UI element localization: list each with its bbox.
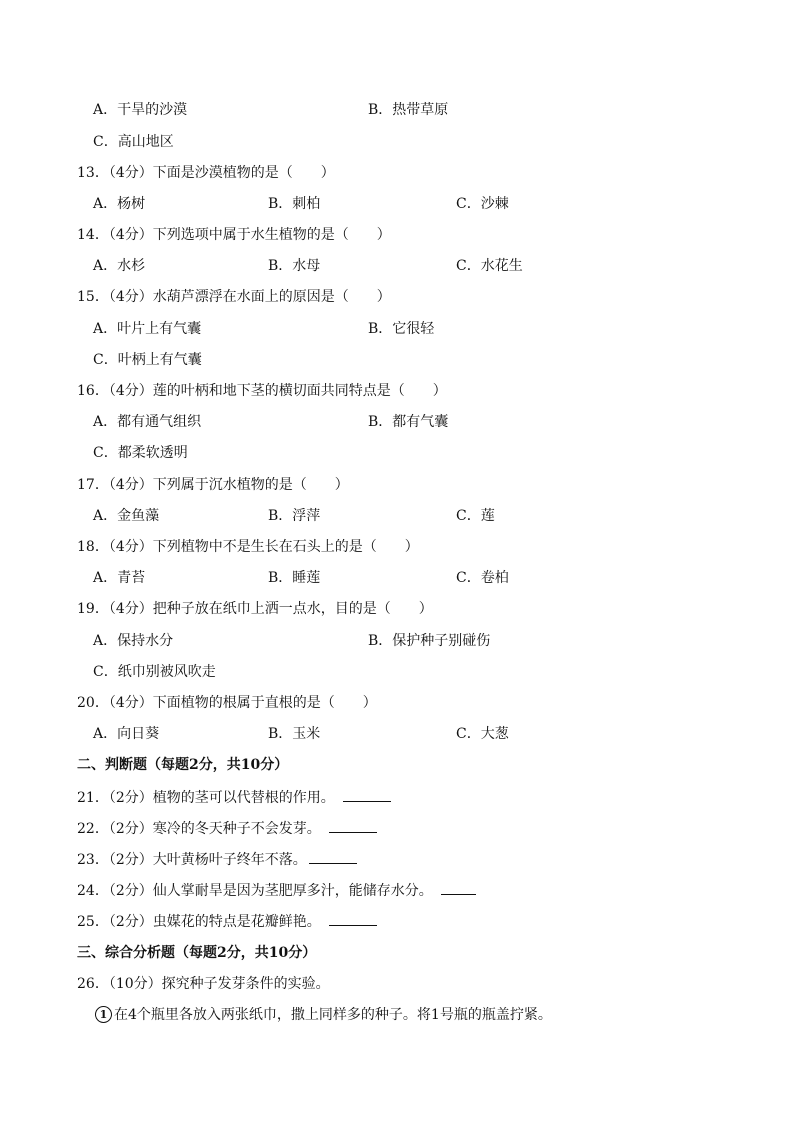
section2-heading: 二、判断题（每题2分，共10分） [77, 757, 289, 773]
q12-option-b: B．热带草原 [368, 102, 449, 118]
q26-step1 [95, 1006, 552, 1024]
q22-text: 22．（2分）寒冷的冬天种子不会发芽。 [77, 821, 321, 837]
q22-line [77, 819, 377, 838]
q19-option-a: A．保持水分 [93, 633, 174, 649]
q23-text: 23．（2分）大叶黄杨叶子终年不落。 [77, 852, 307, 868]
q19-stem: 19．（4分）把种子放在纸巾上洒一点水，目的是（ ） [77, 601, 433, 617]
q14-option-b: B．水母 [268, 258, 321, 274]
q18-stem: 18．（4分）下列植物中不是生长在石头上的是（ ） [77, 539, 419, 555]
q15-option-a: A．叶片上有气囊 [93, 321, 202, 337]
q12-option-c: C．高山地区 [93, 134, 174, 150]
step-number-circle: 1 [95, 1006, 112, 1023]
q12-option-a: A．干旱的沙漠 [93, 102, 188, 118]
q17-option-a: A．金鱼藻 [93, 508, 160, 524]
q13-stem: 13．（4分）下面是沙漠植物的是（ ） [77, 165, 335, 181]
q24-text: 24．（2分）仙人掌耐旱是因为茎肥厚多汁，能储存水分。 [77, 883, 433, 899]
q13-option-c: C．沙棘 [456, 196, 509, 212]
q17-option-b: B．浮萍 [268, 508, 321, 524]
q16-stem: 16．（4分）莲的叶柄和地下茎的横切面共同特点是（ ） [77, 383, 447, 399]
q23-line [77, 850, 357, 869]
q20-option-b: B．玉米 [268, 726, 321, 742]
q22-answer-blank[interactable] [329, 819, 377, 833]
q24-line [77, 881, 476, 900]
q19-option-b: B．保护种子别碰伤 [368, 633, 491, 649]
q25-text: 25．（2分）虫媒花的特点是花瓣鲜艳。 [77, 914, 321, 930]
q16-option-c: C．都柔软透明 [93, 445, 188, 461]
q18-option-b: B．睡莲 [268, 570, 321, 586]
q25-answer-blank[interactable] [329, 912, 377, 926]
q21-text: 21．（2分）植物的茎可以代替根的作用。 [77, 790, 335, 806]
q24-answer-blank[interactable] [441, 881, 476, 895]
q17-stem: 17．（4分）下列属于沉水植物的是（ ） [77, 477, 349, 493]
q18-option-c: C．卷柏 [456, 570, 509, 586]
section3-heading: 三、综合分析题（每题2分，共10分） [77, 945, 317, 961]
q15-option-c: C．叶柄上有气囊 [93, 352, 202, 368]
q14-option-c: C．水花生 [456, 258, 523, 274]
q13-option-b: B．刺柏 [268, 196, 321, 212]
q26-step1-text: 在4个瓶里各放入两张纸巾，撒上同样多的种子。将1号瓶的瓶盖拧紧。 [114, 1007, 552, 1023]
q26-stem: 26．（10分）探究种子发芽条件的实验。 [77, 976, 330, 992]
q25-line [77, 912, 377, 931]
q13-option-a: A．杨树 [93, 196, 146, 212]
q20-stem: 20．（4分）下面植物的根属于直根的是（ ） [77, 695, 377, 711]
q15-option-b: B．它很轻 [368, 321, 435, 337]
q18-option-a: A．青苔 [93, 570, 146, 586]
q16-option-a: A．都有通气组织 [93, 414, 202, 430]
q20-option-a: A．向日葵 [93, 726, 160, 742]
q21-answer-blank[interactable] [343, 788, 391, 802]
q15-stem: 15．（4分）水葫芦漂浮在水面上的原因是（ ） [77, 289, 391, 305]
q21-line [77, 788, 391, 807]
q14-stem: 14．（4分）下列选项中属于水生植物的是（ ） [77, 227, 391, 243]
q23-answer-blank[interactable] [309, 850, 357, 864]
q14-option-a: A．水杉 [93, 258, 146, 274]
q19-option-c: C．纸巾别被风吹走 [93, 664, 216, 680]
q16-option-b: B．都有气囊 [368, 414, 449, 430]
q17-option-c: C．莲 [456, 508, 495, 524]
q20-option-c: C．大葱 [456, 726, 509, 742]
